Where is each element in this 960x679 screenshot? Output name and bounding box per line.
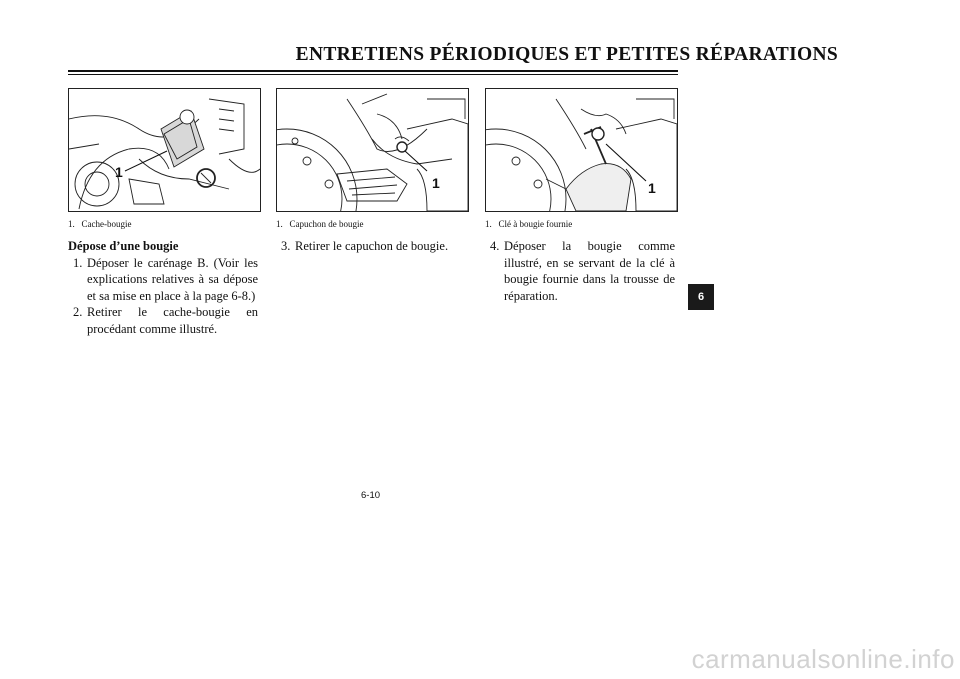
section-heading: Dépose d’une bougie (68, 239, 179, 253)
illustration-spark-plug-cap (277, 89, 468, 211)
instruction-step (485, 238, 675, 304)
step-number: 1. (73, 255, 83, 270)
step-number: 2. (73, 305, 83, 319)
instruction-step (68, 304, 258, 337)
step-number: 4. (490, 239, 500, 253)
page-number: 6-10 (361, 490, 381, 501)
callout-number: 1 (648, 180, 656, 196)
step-number: 3. (281, 239, 291, 253)
title-rule (68, 70, 678, 72)
callout-number: 1 (432, 175, 440, 191)
figure-spark-plug-cap (276, 88, 469, 212)
text-column-1 (68, 238, 258, 337)
figure-caption: 1. Capuchon de bougie (276, 219, 364, 229)
figure-caption: 1. Cache-bougie (68, 219, 132, 229)
step-text: Déposer la bougie comme illustré, en se servant de la clé à bougie fournie dans la trousse de réparation. (504, 239, 675, 303)
title-rule-thin (68, 74, 678, 75)
watermark: carmanualsonline.info (691, 644, 955, 674)
figure-spark-plug-wrench (485, 88, 678, 212)
step-text: Déposer le carénage B. (Voir les explications relatives à sa dépose et sa mise en place à la page 6-8.) (87, 255, 258, 303)
illustration-spark-plug-wrench (486, 89, 677, 211)
chapter-tab: 6 (688, 284, 714, 310)
text-column-2 (276, 238, 466, 255)
instruction-step (276, 238, 466, 255)
instruction-step (68, 255, 258, 305)
figure-spark-plug-cover (68, 88, 261, 212)
step-text: Retirer le capuchon de bougie. (295, 239, 449, 253)
callout-number: 1 (115, 164, 123, 180)
text-column-3 (485, 238, 675, 304)
page-title: ENTRETIENS PÉRIODIQUES ET PETITES RÉPARATIONS (295, 44, 838, 65)
illustration-spark-plug-cover (69, 89, 260, 211)
figure-caption: 1. Clé à bougie fournie (485, 219, 573, 229)
step-text: Retirer le cache-bougie en procédant comme illustré. (87, 305, 258, 336)
